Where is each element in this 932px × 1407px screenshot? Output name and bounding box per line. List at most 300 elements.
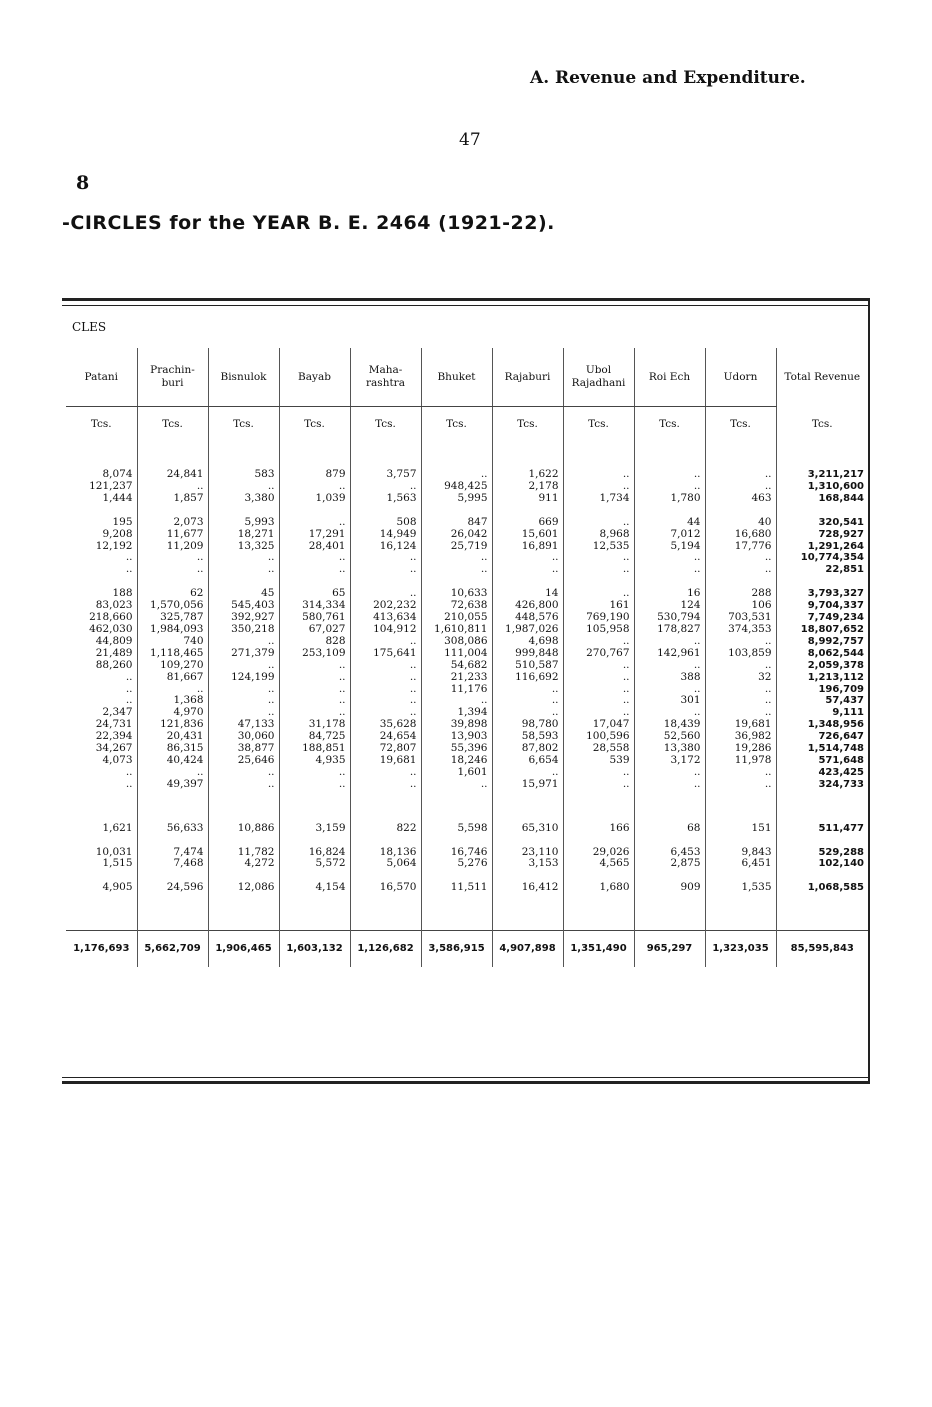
table-cell: .. [208,660,279,672]
table-cell: 161 [563,600,634,612]
spacer-row [66,791,868,807]
table-cell: 5,276 [421,858,492,870]
table-cell: 9,843 [705,847,776,859]
table-cell: 5,064 [350,858,421,870]
table-cell: 18,271 [208,529,279,541]
running-head: A. Revenue and Expenditure. [530,68,806,88]
unit-label: Tcs. [492,407,563,444]
table-cell: .. [634,767,705,779]
total-cell: 9,111 [776,707,868,719]
table-cell: 14,949 [350,529,421,541]
table-cell: 2,178 [492,481,563,493]
page-title: -CIRCLES for the YEAR B. E. 2464 (1921-22). [62,212,555,234]
table-cell: .. [208,707,279,719]
table-cell: 4,905 [102,881,133,894]
table-cell: .. [137,564,208,576]
table-cell: 16,746 [421,847,492,859]
table-cell: .. [492,684,563,696]
table-cell: .. [563,779,634,791]
table-cell: .. [705,779,776,791]
table-cell: 463 [705,493,776,505]
table-cell: 103,859 [705,648,776,660]
table-cell: 1,570,056 [137,600,208,612]
column-header: Prachin-buri [137,348,208,407]
table-cell: .. [350,695,421,707]
table-cell: .. [279,564,350,576]
rule-bottom-thin [62,1077,870,1078]
table-row [66,648,868,660]
column-total: 1,126,682 [350,931,421,968]
table-cell: 24,654 [350,731,421,743]
table-cell: 879 [279,469,350,481]
table-cell: 545,403 [208,600,279,612]
table-cell: 4,154 [279,882,350,894]
table-cell: 16,570 [350,882,421,894]
unit-label: Tcs. [90,418,112,431]
unit-label: Tcs. [705,407,776,444]
table-cell: 25,719 [421,541,492,553]
table-cell: .. [208,481,279,493]
table-cell: 21,489 [95,646,133,659]
table-cell: .. [634,636,705,648]
total-cell: 22,851 [776,564,868,576]
table-cell: 45 [208,588,279,600]
table-cell: 426,800 [492,600,563,612]
table-cell: 28,401 [279,541,350,553]
total-cell: 511,477 [776,823,868,835]
column-total: 4,907,898 [492,931,563,968]
table-cell: 1,444 [102,491,133,504]
table-cell: .. [350,636,421,648]
table-cell: 948,425 [421,481,492,493]
table-cell: 1,535 [705,882,776,894]
table-cell: 1,680 [563,882,634,894]
table-row [66,541,868,553]
table-cell: .. [137,481,208,493]
table-cell: 1,039 [279,493,350,505]
table-cell: 18,136 [350,847,421,859]
table-cell: .. [705,707,776,719]
table-cell: .. [634,564,705,576]
table-cell: 18,439 [634,719,705,731]
table-cell: 40 [705,517,776,529]
table-cell: .. [125,551,133,564]
unit-label: Tcs. [421,407,492,444]
table-cell: .. [350,481,421,493]
table-cell: 39,898 [421,719,492,731]
table-cell: 1,734 [563,493,634,505]
table-cell: 17,291 [279,529,350,541]
column-total: 1,603,132 [279,931,350,968]
table-cell: .. [563,481,634,493]
table-cell: .. [350,767,421,779]
table-cell: 4,970 [137,707,208,719]
table-cell: 13,380 [634,743,705,755]
table-cell: 38,877 [208,743,279,755]
table-cell: .. [563,517,634,529]
table-cell: .. [705,660,776,672]
table-cell: 67,027 [279,624,350,636]
table-row [66,493,868,505]
column-total: 1,323,035 [705,931,776,968]
rule-top-thick [62,298,870,301]
table-cell: .. [125,765,133,778]
table-cell: .. [279,660,350,672]
total-cell: 57,437 [776,695,868,707]
table-cell: 3,172 [634,755,705,767]
total-cell: 1,213,112 [776,672,868,684]
total-cell: 726,647 [776,731,868,743]
table-cell: 17,047 [563,719,634,731]
table-cell: .. [563,672,634,684]
table-cell: 769,190 [563,612,634,624]
table-cell: 4,272 [208,858,279,870]
table-cell: 11,677 [137,529,208,541]
table-cell: 6,453 [634,847,705,859]
table-cell: 16,680 [705,529,776,541]
column-header: Maha-rashtra [350,348,421,407]
table-cell: 388 [634,672,705,684]
table-cell: .. [705,552,776,564]
total-cell: 320,541 [776,517,868,529]
table-cell: .. [421,469,492,481]
unit-label: Tcs. [279,407,350,444]
column-header-row [66,348,868,407]
column-total: 1,906,465 [208,931,279,968]
table-cell: .. [705,695,776,707]
table-cell: 740 [137,636,208,648]
table-cell: .. [208,636,279,648]
table-cell: 32 [705,672,776,684]
table-cell: 121,836 [137,719,208,731]
total-cell: 728,927 [776,529,868,541]
table-cell: 106 [705,600,776,612]
table-cell: 62 [137,588,208,600]
column-total: 1,351,490 [563,931,634,968]
table-cell: 16,824 [279,847,350,859]
table-cell: 8,968 [563,529,634,541]
table-cell: 58,593 [492,731,563,743]
table-cell: 1,118,465 [137,648,208,660]
table-row [66,564,868,576]
total-cell: 1,291,264 [776,541,868,553]
table-cell: 374,353 [705,624,776,636]
table-cell: .. [279,707,350,719]
table-cell: 7,012 [634,529,705,541]
table-cell: 580,761 [279,612,350,624]
table-cell: 3,757 [350,469,421,481]
table-cell: 166 [563,823,634,835]
unit-label: Tcs. [208,407,279,444]
table-group-label: CLES [72,320,107,334]
table-cell: 7,474 [137,847,208,859]
table-cell: 270,767 [563,648,634,660]
table-cell: 15,971 [492,779,563,791]
table-cell: 911 [492,493,563,505]
table-cell: 17,776 [705,541,776,553]
table-cell: 9,208 [102,527,133,540]
table-cell: .. [492,695,563,707]
table-cell: .. [208,695,279,707]
table-cell: .. [279,779,350,791]
table-row [66,517,868,529]
table-cell: 72,807 [350,743,421,755]
table-cell: .. [279,684,350,696]
table-cell: 68 [634,823,705,835]
table-cell: 2,875 [634,858,705,870]
table-cell: 1,987,026 [492,624,563,636]
table-cell: 3,153 [492,858,563,870]
table-cell: .. [563,469,634,481]
table-cell: .. [563,707,634,719]
table-row [66,767,868,779]
rule-top-thin [62,305,870,306]
table-cell: 104,912 [350,624,421,636]
table-cell: .. [279,481,350,493]
table-row [66,882,868,894]
table-cell: 195 [112,515,133,528]
table-cell: 325,787 [137,612,208,624]
table-cell: 4,565 [563,858,634,870]
table-row [66,823,868,835]
total-cell: 1,068,585 [776,882,868,894]
table-cell: 4,935 [279,755,350,767]
table-cell: 44 [634,517,705,529]
table-cell: 44,809 [95,634,133,647]
table-cell: 530,794 [634,612,705,624]
table-row [66,552,868,564]
table-cell: 11,511 [421,882,492,894]
table-cell: .. [634,469,705,481]
table-cell: 271,379 [208,648,279,660]
table-cell: 31,178 [279,719,350,731]
table-cell: 1,601 [421,767,492,779]
table-cell: .. [350,552,421,564]
table-cell: 111,004 [421,648,492,660]
table-cell: 34,267 [95,742,133,755]
total-cell: 571,648 [776,755,868,767]
table-cell: 7,468 [137,858,208,870]
table-cell: .. [563,660,634,672]
table-cell: 10,031 [95,845,133,858]
unit-label: Tcs. [776,407,868,444]
table-cell: .. [137,767,208,779]
table-cell: .. [492,564,563,576]
table-row [66,660,868,672]
table-cell: 448,576 [492,612,563,624]
total-cell: 8,992,757 [776,636,868,648]
page-number: 47 [459,130,481,150]
table-cell: .. [492,552,563,564]
table-cell: 49,397 [137,779,208,791]
total-cell: 2,059,378 [776,660,868,672]
table-cell: 13,325 [208,541,279,553]
table-cell: 65,310 [492,823,563,835]
table-cell: 5,995 [421,493,492,505]
table-cell: 109,270 [137,660,208,672]
table-cell: 18,246 [421,755,492,767]
table-cell: 218,660 [89,611,133,624]
table-cell: 11,782 [208,847,279,859]
table-cell: 1,394 [421,707,492,719]
table-cell: .. [563,695,634,707]
table-cell: 301 [634,695,705,707]
table-cell: .. [634,684,705,696]
table-cell: .. [279,517,350,529]
table-cell: 1,857 [137,493,208,505]
table-cell: .. [705,767,776,779]
table-cell: 2,073 [137,517,208,529]
table-cell: 1,780 [634,493,705,505]
table-cell: .. [492,767,563,779]
table-cell: 16,412 [492,882,563,894]
table-cell: 1,621 [102,821,133,834]
column-header: Bhuket [421,348,492,407]
table-body [66,407,868,968]
sheet-number: 8 [76,172,90,194]
table-cell: .. [137,552,208,564]
table-cell: 12,086 [208,882,279,894]
table-cell: .. [563,636,634,648]
table-cell: .. [705,481,776,493]
total-cell: 423,425 [776,767,868,779]
table-cell: .. [125,694,133,707]
table-cell: 2,347 [102,706,133,719]
table-cell: 20,431 [137,731,208,743]
table-cell: 25,646 [208,755,279,767]
table-cell: 19,681 [705,719,776,731]
total-cell: 1,348,956 [776,719,868,731]
table-cell: 26,042 [421,529,492,541]
unit-label: Tcs. [350,407,421,444]
table-row [66,858,868,870]
table-cell: .. [208,779,279,791]
table-cell: .. [421,695,492,707]
table-cell: 508 [350,517,421,529]
spacer-row [66,443,868,469]
table-cell: .. [279,552,350,564]
table-cell: .. [208,767,279,779]
column-header: Bisnulok [208,348,279,407]
table-cell: 40,424 [137,755,208,767]
table-cell: .. [492,707,563,719]
table-cell: .. [563,588,634,600]
table-cell: 583 [208,469,279,481]
table-cell: 19,681 [350,755,421,767]
total-cell: 102,140 [776,858,868,870]
table-cell: 81,667 [137,672,208,684]
column-header-total: Total Revenue [776,348,868,407]
table-cell: 65 [279,588,350,600]
table-cell: 19,286 [705,743,776,755]
table-cell: 539 [563,755,634,767]
table-cell: 5,993 [208,517,279,529]
table-cell: 30,060 [208,731,279,743]
table-cell: 47,133 [208,719,279,731]
table-cell: .. [563,767,634,779]
table-cell: .. [563,564,634,576]
totals-row [66,931,868,968]
units-row [66,407,868,444]
table-row [66,529,868,541]
column-header: Bayab [279,348,350,407]
spacer-row [66,894,868,931]
table-cell: 253,109 [279,648,350,660]
table-cell: 10,633 [421,588,492,600]
table-cell: 510,587 [492,660,563,672]
table-cell: 23,110 [492,847,563,859]
table-cell: 178,827 [634,624,705,636]
revenue-table-frame [62,298,870,1084]
total-cell: 8,062,544 [776,648,868,660]
table-cell: .. [125,563,133,576]
column-total: 965,297 [634,931,705,968]
table-cell: 16 [634,588,705,600]
table-row [66,672,868,684]
table-cell: .. [421,779,492,791]
table-cell: .. [125,670,133,683]
table-cell: 12,192 [95,539,133,552]
total-cell: 3,211,217 [776,469,868,481]
spacer-row [66,835,868,847]
spacer-row [66,505,868,517]
revenue-table [66,348,868,967]
table-cell: 210,055 [421,612,492,624]
table-cell: 1,610,811 [421,624,492,636]
table-cell: .. [421,564,492,576]
table-cell: 703,531 [705,612,776,624]
table-cell: 11,176 [421,684,492,696]
table-cell: 105,958 [563,624,634,636]
table-cell: .. [350,779,421,791]
table-cell: 3,380 [208,493,279,505]
table-cell: 6,451 [705,858,776,870]
column-header: Roi Ech [634,348,705,407]
table-cell: .. [350,707,421,719]
table-cell: 84,725 [279,731,350,743]
table-cell: .. [350,588,421,600]
table-cell: 16,124 [350,541,421,553]
unit-label: Tcs. [137,407,208,444]
total-cell: 9,704,337 [776,600,868,612]
table-cell: .. [563,684,634,696]
table-cell: .. [279,695,350,707]
spacer-row [66,807,868,823]
rule-right [868,298,870,1084]
table-cell: 413,634 [350,612,421,624]
total-cell: 196,709 [776,684,868,696]
table-cell: .. [634,660,705,672]
table-cell: 308,086 [421,636,492,648]
table-cell: 14 [492,588,563,600]
table-cell: .. [208,684,279,696]
column-total: 1,176,693 [66,931,137,968]
table-row [66,779,868,791]
total-cell: 18,807,652 [776,624,868,636]
table-cell: 4,073 [102,753,133,766]
table-cell: .. [705,684,776,696]
table-cell: .. [350,684,421,696]
table-cell: 188,851 [279,743,350,755]
total-cell: 1,310,600 [776,481,868,493]
table-cell: 15,601 [492,529,563,541]
table-cell: 5,598 [421,823,492,835]
total-cell: 10,774,354 [776,552,868,564]
table-cell: 29,026 [563,847,634,859]
table-cell: 175,641 [350,648,421,660]
table-cell: 142,961 [634,648,705,660]
total-cell: 3,793,327 [776,588,868,600]
